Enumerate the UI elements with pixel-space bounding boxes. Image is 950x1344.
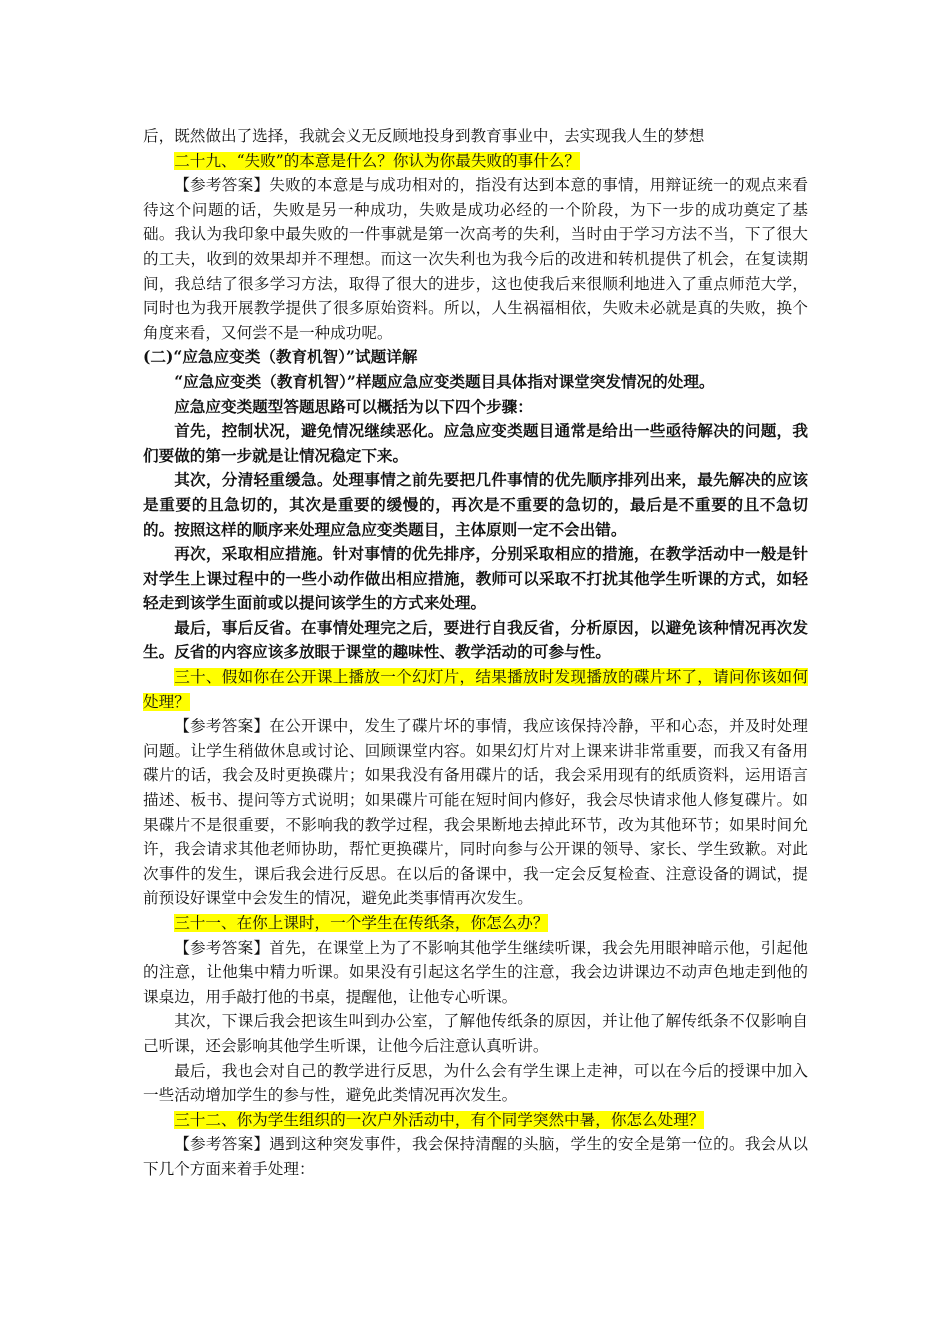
answer-32-text: 遇到这种突发事件，我会保持清醒的头脑，学生的安全是第一位的。我会从以下几个方面来着手处理： xyxy=(143,1135,808,1178)
answer-31-prefix: 【参考答案】 xyxy=(174,938,270,957)
document-page xyxy=(143,124,808,1182)
question-31-text: 三十一、在你上课时，一个学生在传纸条，你怎么办？ xyxy=(174,914,549,932)
question-31 xyxy=(143,911,808,936)
answer-31-second: 其次，下课后我会把该生叫到办公室，了解他传纸条的原因，并让他了解传纸条不仅影响自己听课，还会影响其他学生听课，让他今后注意认真听讲。 xyxy=(143,1012,808,1055)
answer-29-text: 失败的本意是与成功相对的，指没有达到本意的事情，用辩证统一的观点来看待这个问题的话，失败是另一种成功，失败是成功必经的一个阶段，为下一步的成功奠定了基础。我认为我印象中最失败的一件事就是第一次高考的失利，当时由于学习方法不当，下了很大的工夫，收到的效果却并不理想。而这一次失利也为我今后的改进和转机提供了机会，在复读期间，我总结了很多学习方法，取得了很大的进步，这也使我后来很顺利地进入了重点师范大学，同时也为我开展教学提供了很多原始资料。所以，人生祸福相依，失败未必就是真的失败，换个角度来看，又何尝不是一种成功呢。 xyxy=(143,176,808,342)
steps-intro: 应急应变类题型答题思路可以概括为以下四个步骤： xyxy=(174,396,533,416)
step-last: 最后，事后反省。在事情处理完之后，要进行自我反省，分析原因，以避免该种情况再次发生。反省的内容应该多放眼于课堂的趣味性、教学活动的可参与性。 xyxy=(143,617,808,662)
answer-31-text: 首先，在课堂上为了不影响其他学生继续听课，我会先用眼神暗示他，引起他的注意，让他集中精力听课。如果没有引起这名学生的注意，我会边讲课边不动声色地走到他的课桌边，用手敲打他的书桌，提醒他，让他专心听课。 xyxy=(143,938,808,1006)
question-32 xyxy=(143,1108,808,1133)
answer-29 xyxy=(143,173,808,345)
section-intro: “应急应变类（教育机智）”样题应急应变类题目具体指对课堂突发情况的处理。 xyxy=(174,371,715,391)
answer-31-last: 最后，我也会对自己的教学进行反思，为什么会有学生课上走神，可以在今后的授课中加入一些活动增加学生的参与性，避免此类情况再次发生。 xyxy=(143,1061,808,1105)
question-30-text: 三十、假如你在公开课上播放一个幻灯片，结果播放时发现播放的碟片坏了，请问你该如何处理？ xyxy=(143,668,808,711)
step-first: 首先，控制状况，避免情况继续恶化。应急应变类题目通常是给出一些亟待解决的问题，我们要做的第一步就是让情况稳定下来。 xyxy=(143,421,808,465)
answer-32-prefix: 【参考答案】 xyxy=(174,1135,270,1154)
section-heading: (二)“应急应变类（教育机智）”试题详解 xyxy=(143,347,418,367)
answer-30-prefix: 【参考答案】 xyxy=(174,717,270,736)
question-29 xyxy=(143,149,808,174)
question-29-text: 二十九、“失败”的本意是什么？你认为你最失败的事什么？ xyxy=(174,151,580,170)
question-32-text: 三十二、你为学生组织的一次户外活动中，有个同学突然中暑，你怎么处理？ xyxy=(174,1110,705,1129)
answer-29-prefix: 【参考答案】 xyxy=(174,176,270,195)
step-second: 其次，分清轻重缓急。处理事情之前先要把几件事情的优先顺序排列出来，最先解决的应该是重要的且急切的，其次是重要的缓慢的，再次是不重要的急切的，最后是不重要的且不急切的。按照这样的顺序来处理应急应变类题目，主体原则一定不会出错。 xyxy=(143,470,808,539)
answer-32 xyxy=(143,1132,808,1181)
paragraph-continuation: 后，既然做出了选择，我就会义无反顾地投身到教育事业中，去实现我人生的梦想 xyxy=(143,127,705,145)
answer-30-text: 在公开课中，发生了碟片坏的事情，我应该保持冷静，平和心态，并及时处理问题。让学生稍做休息或讨论、回顾课堂内容。如果幻灯片对上课来讲非常重要，而我又有备用碟片的话，我会及时更换碟片；如果我没有备用碟片的话，我会采用现有的纸质资料，运用语言描述、板书、提问等方式说明；如果碟片可能在短时间内修好，我会尽快请求他人修复碟片。如果碟片不是很重要，不影响我的教学过程，我会果断地去掉此环节，改为其他环节；如果时间允许，我会请求其他老师协助，帮忙更换碟片，同时向参与公开课的领导、家长、学生致歉。对此次事件的发生，课后我会进行反思。在以后的备课中，我一定会反复检查、注意设备的调试，提前预设好课堂中会发生的情况，避免此类事情再次发生。 xyxy=(143,717,808,908)
step-third: 再次，采取相应措施。针对事情的优先排序，分别采取相应的措施，在教学活动中一般是针对学生上课过程中的一些小动作做出相应措施，教师可以采取不打扰其他学生听课的方式，如轻轻走到该学生面前或以提问该学生的方式来处理。 xyxy=(143,544,808,613)
question-30 xyxy=(143,665,808,714)
answer-31 xyxy=(143,936,808,1010)
answer-30 xyxy=(143,714,808,911)
